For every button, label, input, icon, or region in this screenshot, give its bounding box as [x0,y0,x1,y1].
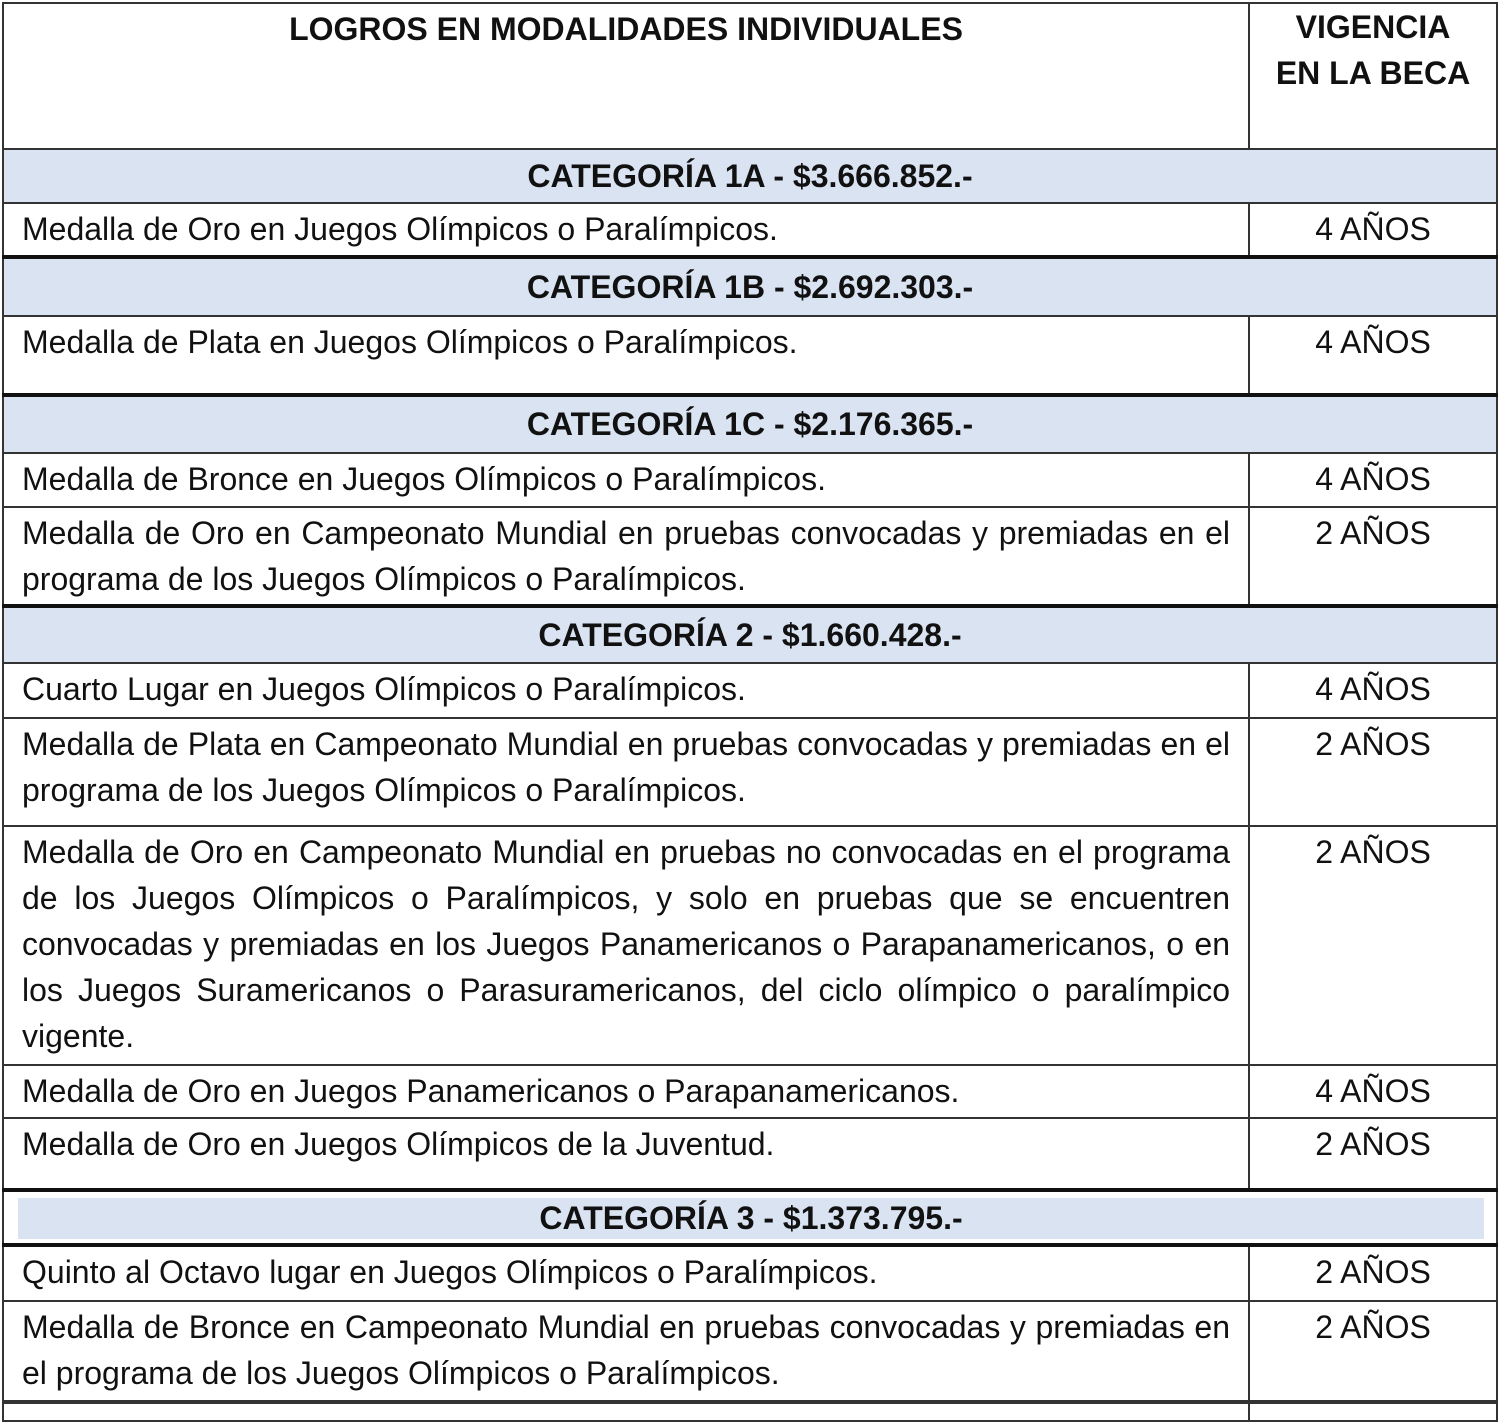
logro-cell: Medalla de Oro en Campeonato Mundial en pruebas convocadas y premiadas en el programa de los Juegos Olímpicos o Paralímpicos. [2,508,1250,604]
vigencia-cell: 4 AÑOS [1250,204,1498,255]
category-row [2,1192,1498,1247]
vigencia-cell: 2 AÑOS [1250,508,1498,604]
vigencia-cell: 2 AÑOS [1250,1119,1498,1188]
table-row [2,508,1498,608]
category-title-text: CATEGORÍA 3 - $1.373.795.- [18,1198,1484,1239]
table-row [2,1302,1498,1402]
category-row [2,259,1498,317]
vigencia-cell: 2 AÑOS [1250,719,1498,825]
table-row [2,664,1498,719]
category-row [2,397,1498,454]
table-row [2,317,1498,397]
logro-cell: Medalla de Plata en Campeonato Mundial en pruebas convocadas y premiadas en el programa de los Juegos Olímpicos o Paralímpicos. [2,719,1250,825]
vigencia-cell: 4 AÑOS [1250,454,1498,506]
vigencia-cell: 4 AÑOS [1250,317,1498,393]
table-row [2,454,1498,508]
logro-cell: Medalla de Oro en Juegos Panamericanos o Parapanamericanos. [2,1066,1250,1117]
logro-cell: Medalla de Oro en Campeonato Mundial en pruebas no convocadas en el programa de los Juegos Olímpicos o Paralímpicos, y solo en pruebas que se encuentren convocadas y premiadas en los Juegos Panamericanos o Parapanamericanos, o en los Juegos Suramericanos o Parasuramericanos, del ciclo olímpico o paralímpico vigente. [2,827,1250,1064]
table-row [2,1119,1498,1192]
scholarship-table [2,2,1498,1422]
logro-cell: Medalla de Bronce en Juegos Olímpicos o Paralímpicos. [2,454,1250,506]
category-title [2,1192,1498,1243]
logro-cell: Medalla de Plata en Juegos Olímpicos o Paralímpicos. [2,317,1250,393]
logro-cell: Medalla de Oro en Juegos Olímpicos de la Juventud. [2,1119,1250,1188]
table-row [2,1247,1498,1302]
vigencia-cell: 4 AÑOS [1250,664,1498,717]
header-logros: LOGROS EN MODALIDADES INDIVIDUALES [2,4,1250,148]
category-title: CATEGORÍA 1C - $2.176.365.- [2,397,1498,452]
category-title: CATEGORÍA 2 - $1.660.428.- [2,608,1498,662]
category-row [2,150,1498,204]
header-vigencia: VIGENCIA EN LA BECA [1250,4,1498,148]
vigencia-cell: 2 AÑOS [1250,1247,1498,1300]
logro-cell: Cuarto Lugar en Juegos Olímpicos o Paralímpicos. [2,664,1250,717]
table-row [2,1066,1498,1119]
vigencia-cell: 2 AÑOS [1250,827,1498,1064]
table-row [2,719,1498,827]
category-row [2,608,1498,664]
category-title: CATEGORÍA 1B - $2.692.303.- [2,259,1498,315]
logro-cell: Medalla de Bronce en Campeonato Mundial en pruebas convocadas y premiadas en el programa de los Juegos Olímpicos o Paralímpicos. [2,1302,1250,1400]
category-title: CATEGORÍA 1A - $3.666.852.- [2,150,1498,202]
vigencia-cell: 2 AÑOS [1250,1302,1498,1400]
logro-cell: Quinto al Octavo lugar en Juegos Olímpicos o Paralímpicos. [2,1247,1250,1300]
table-row-partial [2,1402,1498,1422]
table-row [2,204,1498,259]
vigencia-cell: 4 AÑOS [1250,1066,1498,1117]
table-header-row [2,4,1498,150]
table-row [2,827,1498,1066]
logro-cell: Medalla de Oro en Juegos Olímpicos o Paralímpicos. [2,204,1250,255]
